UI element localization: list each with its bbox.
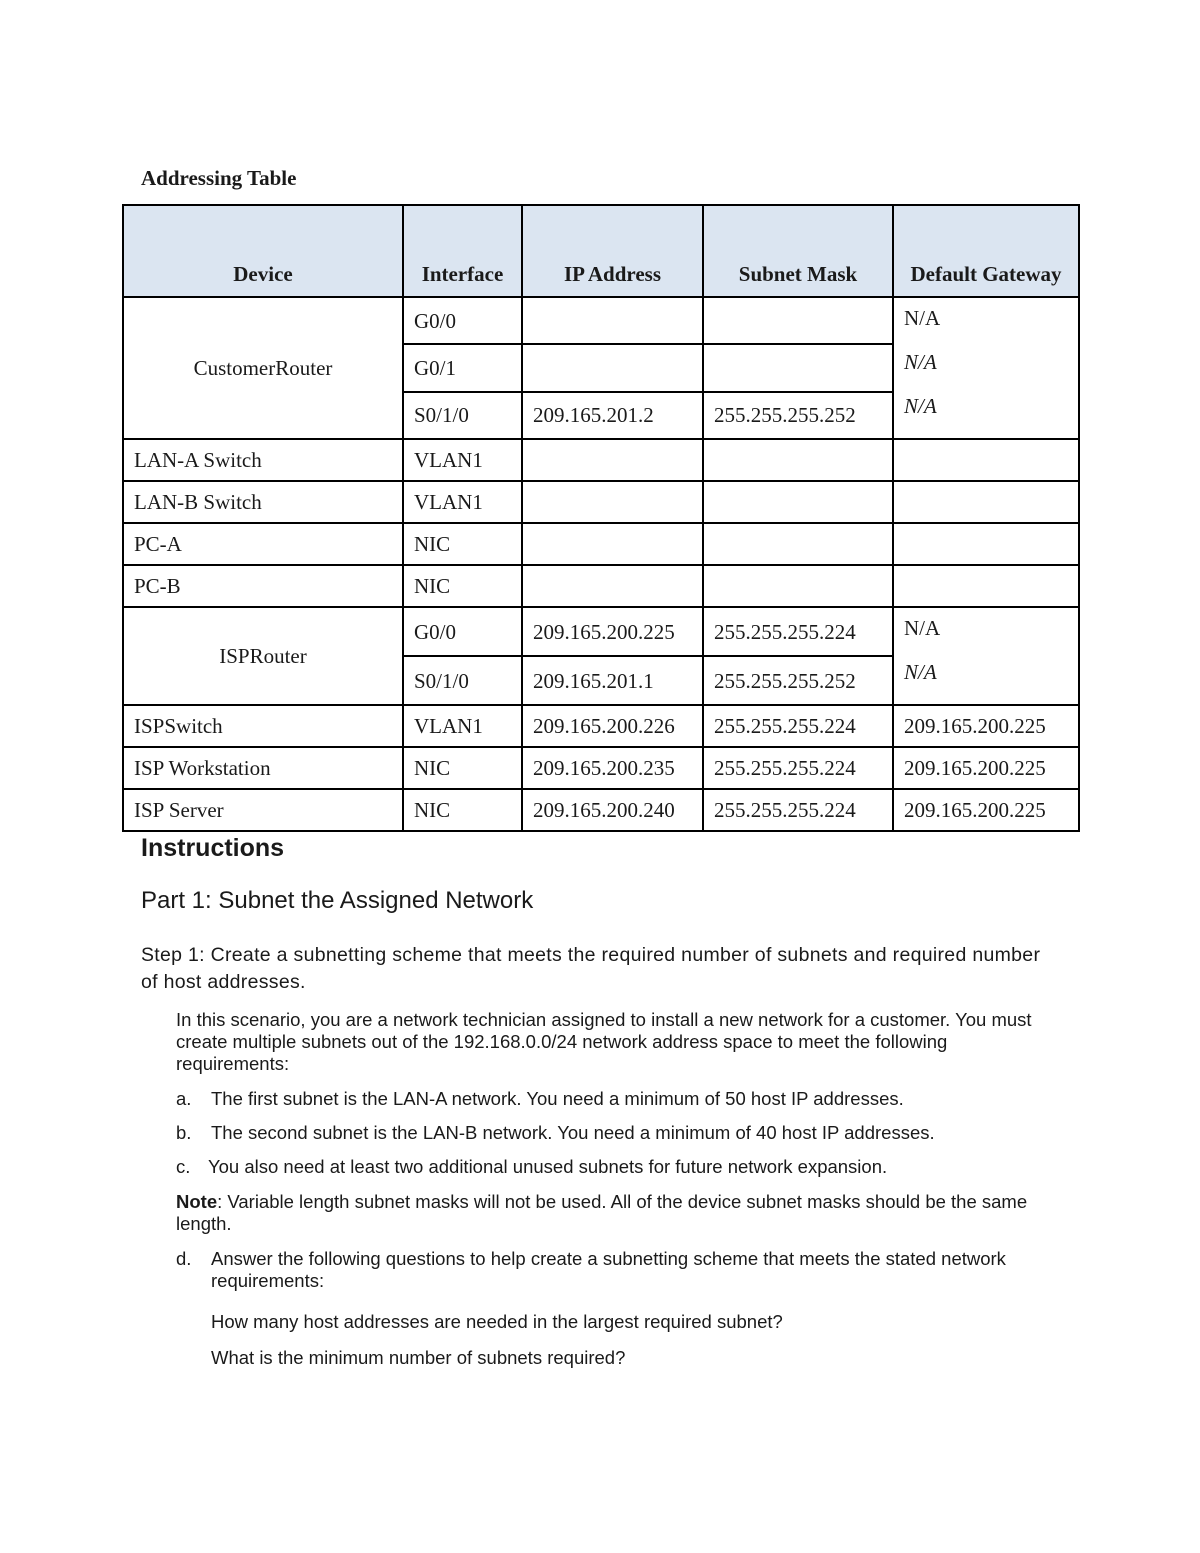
mask-cell: 255.255.255.224 [703, 747, 893, 789]
interface-cell: NIC [403, 565, 522, 607]
gateway-cell: 209.165.200.225 [893, 789, 1079, 831]
ip-cell: 209.165.200.225 [522, 607, 703, 656]
list-text: You also need at least two additional unused subnets for future network expansion. [208, 1156, 888, 1177]
interface-cell: VLAN1 [403, 481, 522, 523]
interface-cell: S0/1/0 [403, 656, 522, 705]
table-row [123, 481, 1079, 523]
list-item [176, 1248, 1066, 1294]
gateway-cell[interactable] [893, 565, 1079, 607]
note-text: : Variable length subnet masks will not be used. All of the device subnet masks should be the same length. [176, 1191, 1028, 1234]
header-subnet-mask: Subnet Mask [703, 205, 893, 297]
scenario-paragraph: In this scenario, you are a network technician assigned to install a new network for a customer. You must create multiple subnets out of the 192.168.0.0/24 network address space to meet the following requirements: [176, 1009, 1032, 1074]
list-marker: d. [176, 1248, 192, 1269]
gateway-cell [893, 297, 1079, 439]
ip-cell: 209.165.201.2 [522, 392, 703, 439]
gateway-cell[interactable] [893, 439, 1079, 481]
interface-cell: VLAN1 [403, 439, 522, 481]
gateway-value: N/A [904, 350, 937, 374]
table-row [123, 705, 1079, 747]
table-row [123, 747, 1079, 789]
device-cell: ISPRouter [123, 607, 403, 705]
gateway-cell: 209.165.200.225 [893, 747, 1079, 789]
note-label: Note [176, 1191, 218, 1212]
mask-cell: 255.255.255.224 [703, 789, 893, 831]
ip-cell: 209.165.201.1 [522, 656, 703, 705]
ip-cell[interactable] [522, 481, 703, 523]
ip-cell[interactable] [522, 297, 703, 344]
gateway-cell [893, 607, 1079, 705]
mask-cell[interactable] [703, 481, 893, 523]
device-cell: LAN-B Switch [123, 481, 403, 523]
gateway-cell[interactable] [893, 523, 1079, 565]
header-interface: Interface [403, 205, 522, 297]
table-row [123, 607, 1079, 656]
device-cell: ISP Server [123, 789, 403, 831]
gateway-cell: 209.165.200.225 [893, 705, 1079, 747]
gateway-value: N/A [904, 616, 941, 640]
mask-cell: 255.255.255.252 [703, 656, 893, 705]
question-2: What is the minimum number of subnets required? [211, 1347, 626, 1368]
device-cell: PC-A [123, 523, 403, 565]
ip-cell[interactable] [522, 523, 703, 565]
list-text: The first subnet is the LAN-A network. You need a minimum of 50 host IP addresses. [211, 1088, 904, 1109]
interface-cell: NIC [403, 747, 522, 789]
header-default-gateway: Default Gateway [893, 205, 1079, 297]
device-cell: ISPSwitch [123, 705, 403, 747]
interface-cell: G0/0 [403, 297, 522, 344]
ip-cell[interactable] [522, 344, 703, 391]
table-row [123, 565, 1079, 607]
part1-heading: Part 1: Subnet the Assigned Network [141, 887, 534, 914]
step1-heading: Step 1: Create a subnetting scheme that meets the required number of subnets and required number of host addresses. [141, 944, 1041, 993]
interface-cell: G0/0 [403, 607, 522, 656]
header-device: Device [123, 205, 403, 297]
interface-cell: S0/1/0 [403, 392, 522, 439]
ip-cell[interactable] [522, 565, 703, 607]
mask-cell[interactable] [703, 297, 893, 344]
interface-cell: NIC [403, 523, 522, 565]
list-item [176, 1122, 1066, 1144]
device-cell: CustomerRouter [123, 297, 403, 439]
device-cell: LAN-A Switch [123, 439, 403, 481]
table-title: Addressing Table [141, 166, 297, 190]
list-text: The second subnet is the LAN-B network. You need a minimum of 40 host IP addresses. [211, 1122, 935, 1143]
gateway-value: N/A [904, 306, 941, 330]
interface-cell: G0/1 [403, 344, 522, 391]
table-row [123, 297, 1079, 344]
table-row [123, 439, 1079, 481]
interface-cell: NIC [403, 789, 522, 831]
ip-cell: 209.165.200.240 [522, 789, 703, 831]
mask-cell: 255.255.255.252 [703, 392, 893, 439]
gateway-value: N/A [904, 660, 937, 684]
mask-cell[interactable] [703, 523, 893, 565]
note-paragraph [176, 1191, 1056, 1235]
list-marker: b. [176, 1122, 192, 1143]
mask-cell: 255.255.255.224 [703, 705, 893, 747]
ip-cell: 209.165.200.226 [522, 705, 703, 747]
list-marker: a. [176, 1088, 192, 1109]
mask-cell: 255.255.255.224 [703, 607, 893, 656]
mask-cell[interactable] [703, 439, 893, 481]
instructions-heading: Instructions [141, 834, 285, 862]
list-marker: c. [176, 1156, 191, 1177]
table-row [123, 523, 1079, 565]
device-cell: PC-B [123, 565, 403, 607]
list-text: Answer the following questions to help create a subnetting scheme that meets the stated network requirements: [211, 1248, 1006, 1291]
header-row [123, 205, 1079, 297]
list-item [176, 1156, 1066, 1178]
gateway-value: N/A [904, 394, 937, 418]
ip-cell: 209.165.200.235 [522, 747, 703, 789]
ip-cell[interactable] [522, 439, 703, 481]
list-item [176, 1088, 1066, 1110]
gateway-cell[interactable] [893, 481, 1079, 523]
addressing-table [122, 204, 1080, 832]
mask-cell[interactable] [703, 565, 893, 607]
mask-cell[interactable] [703, 344, 893, 391]
question-1: How many host addresses are needed in the largest required subnet? [211, 1311, 783, 1332]
header-ip-address: IP Address [522, 205, 703, 297]
device-cell: ISP Workstation [123, 747, 403, 789]
interface-cell: VLAN1 [403, 705, 522, 747]
table-row [123, 789, 1079, 831]
